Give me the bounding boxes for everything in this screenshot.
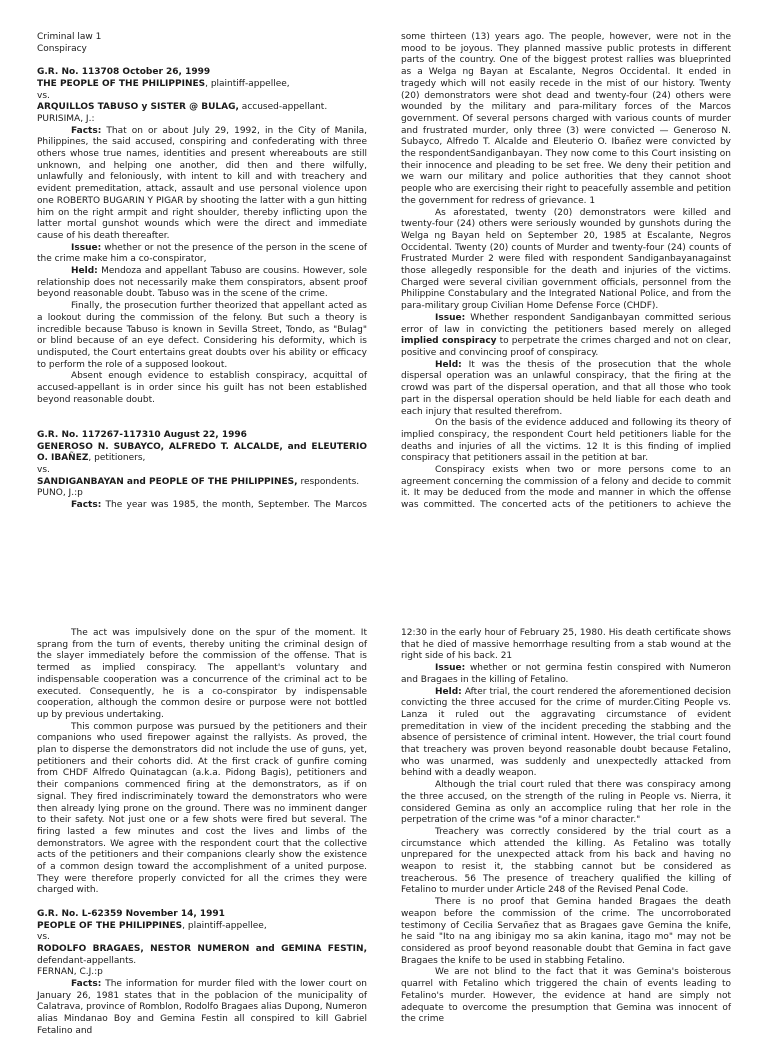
case1-ponente: PURISIMA, J.: xyxy=(37,113,95,124)
case3-paragraph: There is no proof that Gemina handed Bragaes the death weapon before the commission of the crime. The uncorroborated testimony of Cecilia Servañez that as Bragaes gave Gemina the knife, he said "Ito na ang ibinigay mo sa akin kanina, itago mo" may not be considered as proof beyond reasonable doubt that Gemina in fact gave Bragaes the knife to be used in stabbing Fetalino. xyxy=(401,897,731,966)
page1-right-column xyxy=(401,32,731,535)
case1-vs: vs. xyxy=(37,90,50,101)
case3-parties-2: RODOLFO BRAGAES, NESTOR NUMERON and GEMINA FESTIN, defendant-appellants. xyxy=(37,943,367,966)
case3-vs: vs. xyxy=(37,932,50,943)
case1-paragraph: Finally, the prosecution further theorized that appellant acted as a lookout during the commission of the felony. But such a theory is incredible because Tabuso is known in Sevilla Street, Tondo, as "Bulag" or blind because of an eye defect. Considering his deformity, which is undisputed, the Court entertains great doubts over his ability or efficacy to perform the role of a supposed lookout. xyxy=(37,301,367,370)
case1-paragraph: Absent enough evidence to establish conspiracy, acquittal of accused-appellant is in order since his guilt has not been established beyond reasonable doubt. xyxy=(37,371,367,405)
case1-parties-1: THE PEOPLE OF THE PHILIPPINES, plaintiff-appellee, xyxy=(37,78,290,89)
page1-left-column xyxy=(37,32,367,535)
case2-parties-1: GENEROSO N. SUBAYCO, ALFREDO T. ALCALDE, and ELEUTERIO O. IBAÑEZ, petitioners, xyxy=(37,441,367,464)
case3-paragraph: Treachery was correctly considered by the trial court as a circumstance which attended the killing. As Fetalino was totally unprepared for the unexpected attack from his back and having no weapon to resist it, the stabbing cannot but be considered as treacherous. 56 The presence of treachery qualified the killing of Fetalino to murder under Article 248 of the Revised Penal Code. xyxy=(401,826,731,896)
case3-gr-number: G.R. No. L-62359 November 14, 1991 xyxy=(37,908,225,919)
case2-paragraph: On the basis of the evidence adduced and following its theory of implied conspiracy, the respondent Court held petitioners liable for the deaths and injuries of all the victims. 12 It is this finding of implied conspiracy that petitioners assail in the petition at bar. xyxy=(401,418,731,464)
case2-paragraph: some thirteen (13) years ago. The people, however, were not in the mood to be joyous. They planned massive public protests in different parts of the country. One of the biggest protest rallies was blueprinted as a Welga ng Bayan at Escalante, Negros Occidental. It ended in tragedy which will not easily recede in the mist of our history. Twenty (20) demonstrators were shot dead and twenty-four (24) others were wounded by the military and para-military forces of the Marcos government. Of several persons charged with various counts of murder and frustrated murder, only three (3) were convicted — Generoso N. Subayco, Alfredo T. Alcalde and Eleuterio O. Ibañez were convicted by the respondentSandiganbayan. They now come to this Court insisting on their innocence and pleading to be set free. We deny their petition and we warn our military and police authorities that they cannot shoot people who are exercising their right to peacefully assemble and petition the government for redress of grievance. 1 xyxy=(401,32,731,206)
case2-paragraph: Conspiracy exists when two or more persons come to an agreement concerning the commission of a felony and decide to commit it. It may be deduced from the mode and manner in which the offense was committed. The concerted acts of the petitioners to achieve the xyxy=(401,465,731,511)
case2-issue: Issue: Whether respondent Sandiganbayan committed serious error of law in convicting the petitioners based merely on alleged implied conspiracy to perpetrate the crimes charged and not on clear, positive and convincing proof of conspiracy. xyxy=(401,312,732,358)
page2-right-column xyxy=(401,628,731,1026)
case3-parties-1: PEOPLE OF THE PHILIPPINES, plaintiff-appellee, xyxy=(37,920,267,931)
course-title: Criminal law 1 xyxy=(37,32,102,42)
document-page-2 xyxy=(0,512,768,1036)
case1-facts: Facts: That on or about July 29, 1992, in the City of Manila, Philippines, the said accused, conspiring and confederating with three others whose true names, identities and present whereabouts are still unknown, and helping one another, did then and there wilfully, unlawfully and feloniously, with intent to kill and with treachery and evident premeditation, attack, assault and use personal violence upon one ROBERTO BUGARIN Y PIGAR by shooting the latter with a gun hitting him on the right armpit and right shoulder, thereby inflicting upon the latter mortal gunshot wounds which were the direct and immediate cause of his death thereafter. xyxy=(37,125,367,241)
case2-ponente: PUNO, J.:p xyxy=(37,488,83,499)
case2-facts: Facts: The year was 1985, the month, September. The Marcos xyxy=(71,500,367,511)
case3-ponente: FERNAN, C.J.:p xyxy=(37,967,103,978)
case2-quote-paragraph: The act was impulsively done on the spur of the moment. It sprang from the turn of events, thereby uniting the criminal design of the slayer immediately before the commission of the offense. That is termed as implied conspiracy. The appellant's voluntary and indispensable cooperation was a concurrence of the criminal act to be executed. Consequently, he is a co-conspirator by indispensable cooperation, although the common desire or purpose were not bottled up by previous undertaking. xyxy=(37,628,367,720)
case3-paragraph: 12:30 in the early hour of February 25, 1980. His death certificate shows that he died of massive hemorrhage resulting from a stab wound at the right side of his back. 21 xyxy=(401,628,731,662)
case1-issue: Issue: whether or not the presence of the person in the scene of the crime make him a co-conspirator, xyxy=(37,242,367,265)
case1-held: Held: Mendoza and appellant Tabuso are cousins. However, sole relationship does not necessarily make them conspirators, absent proof beyond reasonable doubt. Tabuso was in the scene of the crime. xyxy=(37,266,367,300)
case3-paragraph: Although the trial court ruled that there was conspiracy among the three accused, on the strength of the ruling in People vs. Nierra, it considered Gemina as only an accomplice ruling that her role in the perpetration of the crime was "of a minor character." xyxy=(401,780,731,826)
case1-parties-2: ARQUILLOS TABUSO y SISTER @ BULAG, accused-appellant. xyxy=(37,102,328,113)
case3-held: Held: After trial, the court rendered the aforementioned decision convicting the three accused for the crime of murder.Citing People vs. Lanza it ruled out the aggravating circumstance of evident premeditation in view of the incident preceding the stabbing and the absence of persistence of criminal intent. However, the trial court found that treachery was proven beyond reasonable doubt because Fetalino, who was unarmed, was suddenly and unexpectedly attacked from behind with a deadly weapon. xyxy=(401,686,731,779)
case2-parties-2: SANDIGANBAYAN and PEOPLE OF THE PHILIPPINES, respondents. xyxy=(37,476,360,487)
case2-held: Held: It was the thesis of the prosecution that the whole dispersal operation was an unlawful conspiracy, that the firing at the crowd was part of the dispersal operation, and that all those who took part in the dispersal operation should be held liable for each death and each injury that resulted therefrom. xyxy=(401,359,731,417)
case2-vs: vs. xyxy=(37,464,50,475)
case2-gr-number: G.R. No. 117267-117310 August 22, 1996 xyxy=(37,429,247,440)
case2-paragraph: This common purpose was pursued by the petitioners and their companions who used firepower against the rallyists. As proved, the plan to disperse the demonstrators did not include the use of guns, yet, petitioners and their cohorts did. At the first crack of gunfire coming from CHDF Alfredo Quinatagcan (a.k.a. Pidong Bagis), petitioners and their companions commenced firing at the demonstrators, as if on signal. They fired indiscriminately toward the demonstrators who were then already lying prone on the ground. There was no imminent danger to their safety. Not just one or a few shots were fired but several. The firing lasted a few minutes and cost the lives and limbs of the demonstrators. We agree with the respondent court that the collective acts of the petitioners and their companions clearly show the existence of a common design toward the accomplishment of a united purpose. They were therefore properly convicted for all the crimes they were charged with. xyxy=(37,721,367,896)
topic-title: Conspiracy xyxy=(37,43,87,54)
document-page-1 xyxy=(0,0,768,512)
case3-paragraph: We are not blind to the fact that it was Gemina's boisterous quarrel with Fetalino which triggered the chain of events leading to Fetalino's murder. However, the evidence at hand are simply not adequate to overcome the presumption that Gemina was innocent of the crime xyxy=(401,967,731,1025)
case3-issue: Issue: whether or not germina festin conspired with Numeron and Bragaes in the killing of Fetalino. xyxy=(401,663,731,685)
case3-facts: Facts: The information for murder filed with the lower court on January 26, 1981 states that in the poblacion of the municipality of Calatrava, province of Romblon, Rodolfo Bragaes alias Dupong, Numeron alias Mindanao Boy and Gemina Festin all conspired to kill Gabriel Fetalino and xyxy=(37,979,367,1036)
page2-left-column xyxy=(37,628,367,1038)
case1-gr-number: G.R. No. 113708 October 26, 1999 xyxy=(37,67,211,78)
case2-paragraph: As aforestated, twenty (20) demonstrators were killed and twenty-four (24) others were seriously wounded by gunshots during the Welga ng Bayan held on September 20, 1985 at Escalante, Negros Occidental. Twenty (20) counts of Murder and twenty-four (24) counts of Frustrated Murder 2 were filed with respondent Sandiganbayanagainst those allegedly responsible for the death and injuries of the victims. Charged were several civilian government officials, personnel from the Philippine Constabulary and the Integrated National Police, and from the para-military group Civilian Home Defense Force (CHDF). xyxy=(401,207,731,312)
